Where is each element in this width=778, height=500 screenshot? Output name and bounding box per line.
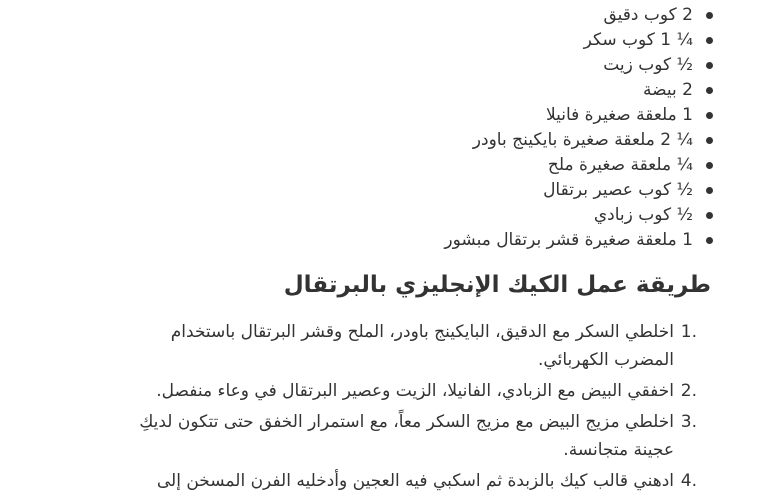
ingredient-item (116, 28, 716, 53)
step-number: .4 (680, 471, 697, 491)
bullet-icon (706, 212, 713, 219)
ingredient-text: 1 ملعقة صغيرة قشر برتقال مبشور (444, 230, 693, 250)
step-text: اخفقي البيض مع الزبادي، الفانيلا، الزيت وعصير البرتقال في وعاء منفصل. (156, 381, 674, 401)
ingredient-item (116, 128, 716, 153)
ingredient-item (116, 178, 716, 203)
step-text: اخلطي مزيج البيض مع مزيج السكر معاً، مع استمرار الخفق حتى تتكون لديكِ عجينة متجانسة. (139, 412, 674, 460)
ingredient-text: ¼ ملعقة صغيرة ملح (547, 155, 693, 175)
ingredient-text: 1 ملعقة صغيرة فانيلا (545, 105, 693, 125)
ingredient-item (116, 153, 716, 178)
bullet-icon (706, 237, 713, 244)
ingredient-text: ½ كوب زيت (603, 55, 693, 75)
step-text: اخلطي السكر مع الدقيق، البايكينج باودر، الملح وقشر البرتقال باستخدام المضرب الكهربائي. (170, 322, 674, 370)
ingredient-item (116, 78, 716, 103)
ingredients-list (116, 3, 716, 253)
bullet-icon (706, 87, 713, 94)
step-number: .1 (680, 322, 697, 342)
bullet-icon (706, 12, 713, 19)
step-item (116, 377, 716, 405)
step-text: ادهني قالب كيك بالزبدة ثم اسكبي فيه العجين وأدخليه الفرن المسخن إلى (156, 471, 674, 491)
ingredient-item (116, 53, 716, 78)
method-heading: طريقة عمل الكيك الإنجليزي بالبرتقال (283, 272, 711, 298)
step-item (116, 318, 716, 374)
ingredient-text: 2 كوب دقيق (603, 5, 693, 25)
recipe-content (116, 0, 716, 491)
ingredient-item (116, 228, 716, 253)
steps-list (116, 318, 716, 498)
ingredient-text: ¼ 2 ملعقة صغيرة بايكينج باودر (472, 130, 693, 150)
ingredient-item (116, 203, 716, 228)
bullet-icon (706, 112, 713, 119)
ingredient-text: ½ كوب زبادي (593, 205, 693, 225)
ingredient-text: ¼ 1 كوب سكر (583, 30, 693, 50)
bullet-icon (706, 37, 713, 44)
step-number: .3 (680, 412, 697, 432)
bullet-icon (706, 187, 713, 194)
step-item (116, 408, 716, 464)
step-number: .2 (680, 381, 697, 401)
bullet-icon (706, 162, 713, 169)
ingredient-text: 2 بيضة (643, 80, 693, 100)
bullet-icon (706, 62, 713, 69)
ingredient-text: ½ كوب عصير برتقال (543, 180, 693, 200)
step-item (116, 467, 716, 495)
ingredient-item (116, 3, 716, 28)
ingredient-item (116, 103, 716, 128)
bullet-icon (706, 137, 713, 144)
